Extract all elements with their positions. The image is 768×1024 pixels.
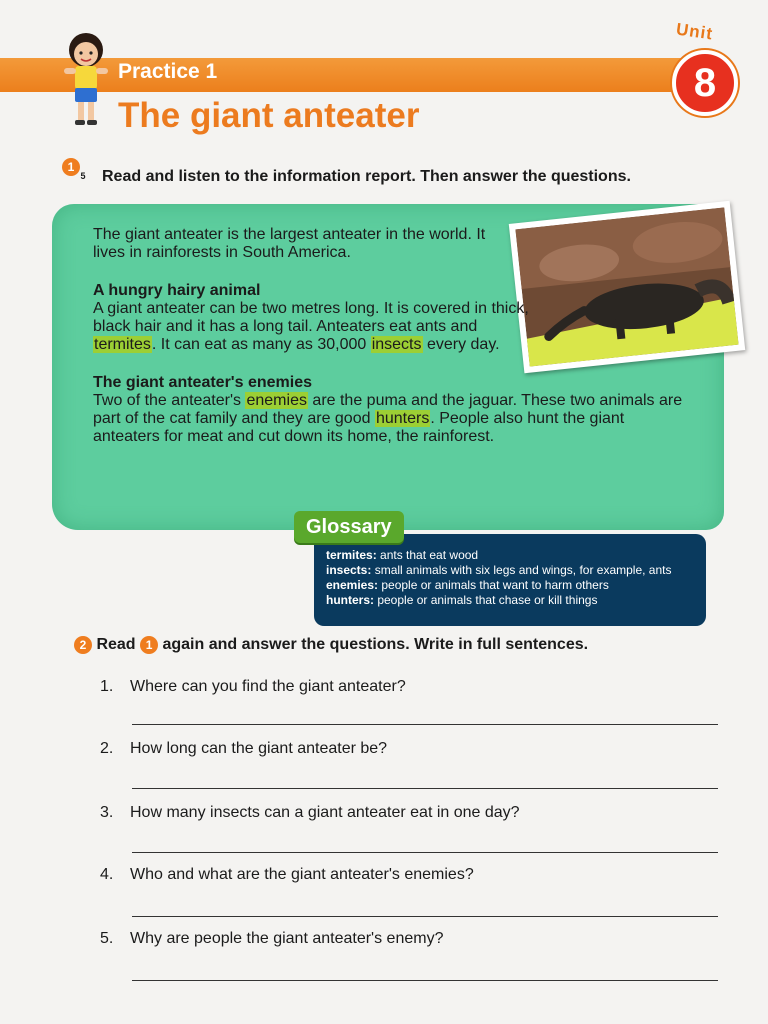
highlight-termites: termites [94, 336, 151, 353]
answer-line[interactable] [132, 852, 718, 853]
question-number: 1. [100, 678, 114, 695]
page-title: The giant anteater [118, 96, 420, 135]
unit-label: Unit [674, 19, 715, 44]
task2-instruction-text: again and answer the questions. Write in full sentences. [162, 636, 589, 654]
glossary-box [314, 534, 706, 626]
section2-text-1: Two of the anteater's [93, 392, 246, 409]
practice-label: Practice 1 [118, 60, 218, 83]
question-item [100, 804, 520, 822]
task-number-badge: 2 [74, 636, 92, 654]
question-number: 4. [100, 866, 114, 883]
child-illustration-icon [58, 28, 114, 130]
question-text: Why are people the giant anteater's enemy? [130, 930, 444, 947]
unit-number-badge: 8 [672, 50, 738, 116]
section2-text-3: . People also hunt the giant anteaters for meat and cut down its home, the rainforest. [93, 410, 625, 445]
highlight-enemies: enemies [246, 392, 307, 409]
glossary-item [326, 578, 694, 593]
reading-text [93, 226, 693, 466]
glossary-definition: people or animals that chase or kill things [374, 593, 598, 607]
glossary-definition: small animals with six legs and wings, for example, ants [371, 563, 672, 577]
task2-read-word: Read [96, 636, 136, 654]
question-text: Where can you find the giant anteater? [130, 678, 406, 695]
task1-instruction: Read and listen to the information report. Then answer the questions. [102, 168, 631, 185]
task-reference-badge: 1 [140, 636, 158, 654]
question-text: How many insects can a giant anteater eat in one day? [130, 804, 520, 821]
glossary-definition: ants that eat wood [376, 548, 479, 562]
glossary-term: termites: [326, 548, 377, 562]
glossary-term: enemies: [326, 578, 379, 592]
highlight-insects: insects [371, 336, 422, 353]
glossary-term: hunters: [326, 593, 374, 607]
section1-paragraph [93, 282, 533, 354]
glossary-term: insects: [326, 563, 372, 577]
question-number: 3. [100, 804, 114, 821]
answer-line[interactable] [132, 724, 718, 725]
intro-paragraph: The giant anteater is the largest anteater in the world. It lives in rainforests in South America. [93, 226, 486, 261]
track-number: 5 [80, 171, 86, 182]
question-number: 5. [100, 930, 114, 947]
question-text: Who and what are the giant anteater's enemies? [130, 866, 474, 883]
answer-line[interactable] [132, 788, 718, 789]
glossary-item [326, 593, 694, 608]
section2-paragraph [93, 374, 683, 446]
section2-text-2: are the puma and the jaguar. These two animals are part of the cat family and they are good [93, 392, 683, 427]
question-text: How long can the giant anteater be? [130, 740, 388, 757]
glossary-item [326, 563, 694, 578]
audio-track-icon[interactable] [62, 158, 89, 182]
section1-heading: A hungry hairy animal [93, 282, 261, 299]
glossary-title: Glossary [294, 511, 404, 543]
section1-text-1: A giant anteater can be two metres long. It is covered in thick, black hair and it has a long tail. Anteaters eat ants and [93, 300, 529, 335]
highlight-hunters: hunters [375, 410, 430, 427]
question-item [100, 678, 406, 696]
task2-instruction [74, 636, 588, 654]
question-item [100, 930, 443, 948]
section2-heading: The giant anteater's enemies [93, 374, 312, 391]
section1-text-2: . It can eat as many as 30,000 [151, 336, 371, 353]
task-number-badge: 1 [62, 158, 80, 176]
question-item [100, 866, 474, 884]
glossary-item [326, 548, 694, 563]
question-number: 2. [100, 740, 114, 757]
glossary-definition: people or animals that want to harm others [378, 578, 609, 592]
answer-line[interactable] [132, 980, 718, 981]
question-item [100, 740, 387, 758]
section1-text-3: every day. [422, 336, 500, 353]
answer-line[interactable] [132, 916, 718, 917]
